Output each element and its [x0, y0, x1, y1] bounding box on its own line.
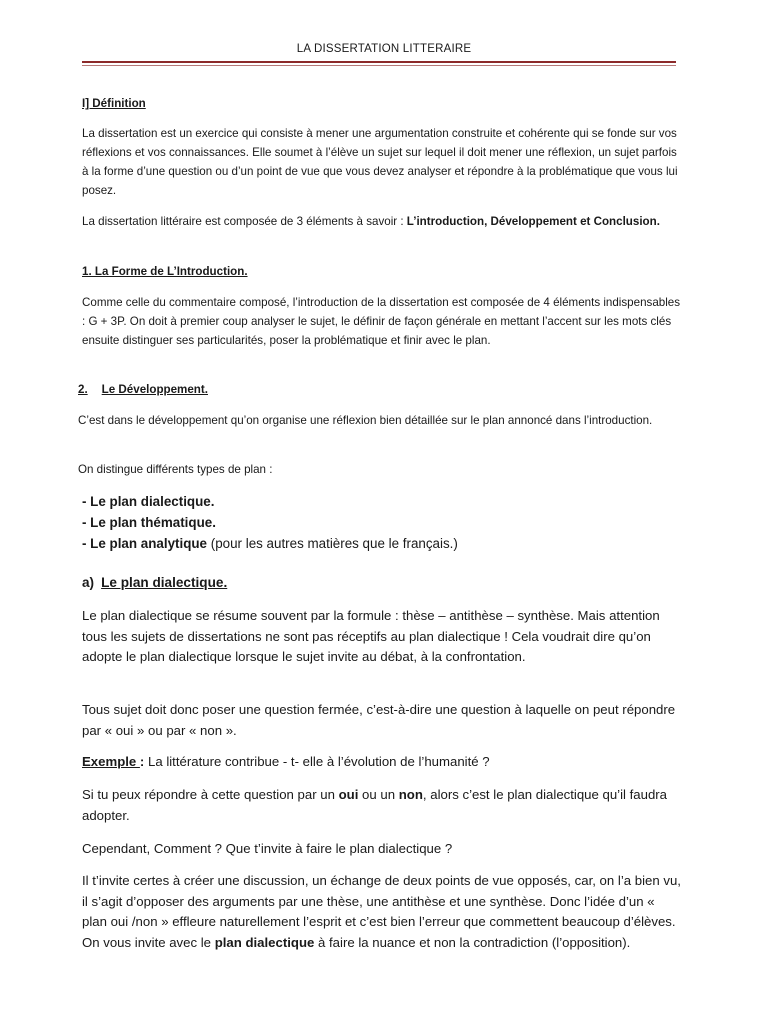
introduction-paragraph: Comme celle du commentaire composé, l’introduction de la dissertation est composée de 4 éléments indispensables : G + 3P. On doit à premier coup analyser le sujet, le définir de façon générale en mettant l’accent sur les mots clés ensuite distinguer ses particularités, poser la problématique et finir avec le plan.: [82, 296, 681, 347]
list-item: - Le plan dialectique.: [82, 494, 215, 509]
answer-non: non: [398, 787, 423, 802]
composition-elements: L’introduction, Développement et Conclusion.: [406, 215, 660, 228]
subsection-label: a): [82, 575, 95, 590]
subsection-heading-dialectique: [82, 573, 227, 593]
list-item: - Le plan analytique (pour les autres matières que le français.): [82, 536, 458, 551]
composition-text: La dissertation littéraire est composée de 3 éléments à savoir :: [82, 215, 407, 228]
dialectique-paragraph-1: Le plan dialectique se résume souvent par la formule : thèse – antithèse – synthèse. Mais attention tous les sujets de dissertations ne sont pas réceptifs au plan dialectique ! Cela voudrait dire qu’on adopte le plan dialectique lorsque le sujet invite au débat, à la confrontation.: [82, 608, 660, 664]
section-number: 2.: [78, 383, 88, 396]
plan-dialectique-emphasis: plan dialectique: [214, 934, 315, 950]
dialectique-paragraph-5: Il t’invite certes à créer une discussion, un échange de deux points de vue opposés, car, on l’a bien vu, il s’agit d’opposer des arguments par une thèse, une antithèse et une synthèse. Donc l’idée d’un « plan oui /non » effleure naturellement l’esprit et c’est bien l’erreur que commettent beaucoup d’élèves. On vous invite avec le plan dialectique à faire la nuance et non la contradiction (l’opposition).: [82, 873, 681, 950]
section-heading-introduction: 1. La Forme de L’Introduction.: [82, 265, 248, 278]
example-label: Exemple: [82, 754, 140, 769]
example-paragraph: Exemple : La littérature contribue - t- elle à l’évolution de l’humanité ?: [82, 754, 490, 769]
plan-types-list: [82, 491, 458, 554]
subsection-title: Le plan dialectique.: [101, 575, 228, 590]
section-title: Le Développement.: [101, 383, 208, 396]
list-item: - Le plan thématique.: [82, 515, 216, 530]
header-rule: [82, 61, 676, 63]
composition-paragraph: [82, 212, 682, 231]
document-header-title: LA DISSERTATION LITTERAIRE: [296, 43, 472, 55]
definition-paragraph: La dissertation est un exercice qui consiste à mener une argumentation construite et cohérente qui se fonde sur vos réflexions et vos connaissances. Elle soumet à l’élève un sujet sur lequel il doit mener une réflexion, un sujet parfois à la forme d’une question ou d’un point de vue que vous devez analyser et répondre à la problématique que vous lui posez.: [82, 127, 678, 197]
example-question: La littérature contribue - t- elle à l’évolution de l’humanité ?: [144, 754, 490, 769]
section-heading-definition: I] Définition: [82, 97, 146, 110]
answer-oui: oui: [338, 787, 359, 802]
plan-types-intro: On distingue différents types de plan :: [78, 463, 273, 476]
dialectique-paragraph-4: Cependant, Comment ? Que t’invite à faire le plan dialectique ?: [82, 841, 453, 856]
dialectique-paragraph-2: Tous sujet doit donc poser une question fermée, c’est-à-dire une question à laquelle on peut répondre par « oui » ou par « non ».: [82, 702, 676, 738]
dialectique-paragraph-3: Si tu peux répondre à cette question par un oui ou un non, alors c’est le plan dialectique qu’il faudra adopter.: [82, 787, 668, 823]
header-rule-thin: [82, 65, 676, 66]
developpement-paragraph: C’est dans le développement qu’on organise une réflexion bien détaillée sur le plan annoncé dans l’introduction.: [78, 414, 653, 427]
section-heading-developpement: [78, 380, 208, 399]
